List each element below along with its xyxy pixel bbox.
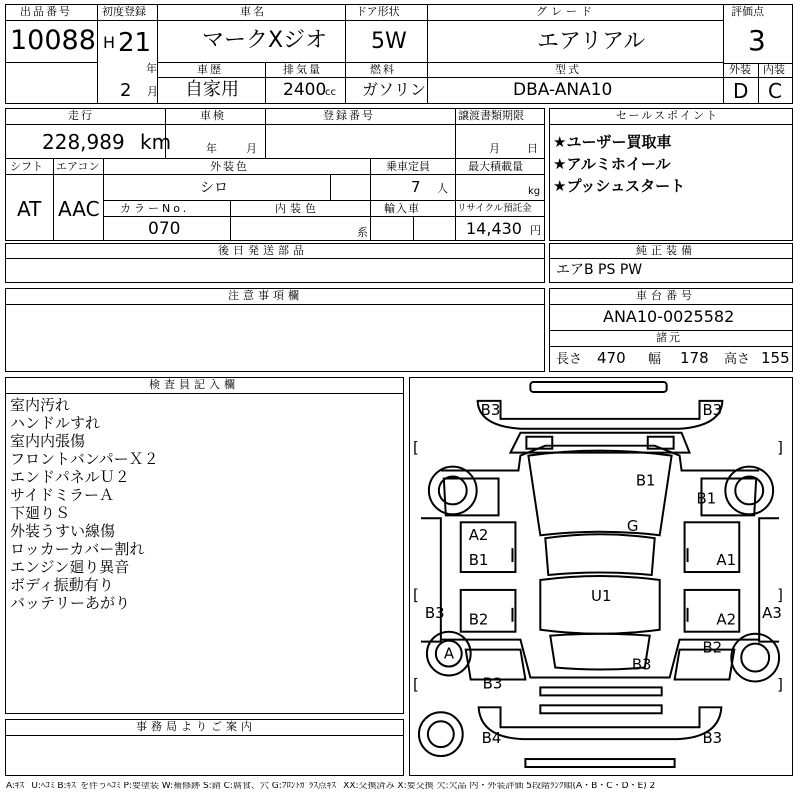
colorno: 070 xyxy=(148,219,181,239)
capacity-unit: 人 xyxy=(437,182,448,195)
year-unit: 年 xyxy=(146,62,157,75)
history: 自家用 xyxy=(185,79,239,100)
model-label: 型式 xyxy=(555,63,581,76)
damage-mark: B4 xyxy=(481,729,502,748)
damage-mark: A2 xyxy=(468,526,489,545)
damage-diagram-box xyxy=(409,377,793,776)
inspection-year-unit: 年 xyxy=(206,142,217,155)
load-label: 最大積載量 xyxy=(468,160,523,173)
damage-mark: B3 xyxy=(702,400,723,419)
inspector-label: 検査員記入欄 xyxy=(149,378,239,391)
import-label: 輸入車 xyxy=(384,202,420,215)
regno-label: 登録番号 xyxy=(323,109,375,122)
list-item: ★アルミホイール xyxy=(553,155,671,173)
damage-mark: U1 xyxy=(591,586,612,605)
height: 155 xyxy=(761,349,790,367)
first-reg-label: 初度登録 xyxy=(102,5,146,18)
era: H xyxy=(103,33,116,52)
displacement-label: 排気量 xyxy=(283,63,322,76)
legend: A:ｷｽﾞ U:ﾍｺﾐ B:ｷｽﾞを伴うﾍｺﾐ P:要塗装 W:補修跡 S:錆 C:腐食、穴 G:ﾌﾛﾝﾄｶﾞﾗｽ点ｷｽﾞ XX:交換済み X:要交換 欠:欠品 内・外装評価 5段階ﾗﾝｸ順(A・B・C・D・E) 2 xyxy=(6,782,656,791)
mileage-unit: km xyxy=(140,130,172,154)
exterior-grade: D xyxy=(733,79,749,103)
damage-mark: B2 xyxy=(468,610,489,629)
list-item: サイドミラーＡ xyxy=(10,486,114,504)
length: 470 xyxy=(597,349,626,367)
inspection-month-unit: 月 xyxy=(246,142,257,155)
list-item: エンジン廻り異音 xyxy=(10,558,130,576)
car-name: マークXジオ xyxy=(202,28,328,53)
inspection-label: 車検 xyxy=(200,109,226,122)
fuel-label: 燃料 xyxy=(370,63,396,76)
recycle-amount: 14,430 xyxy=(466,219,522,238)
fuel: ガソリン xyxy=(362,80,427,99)
score: 3 xyxy=(748,24,766,57)
exterior-label: 外装 xyxy=(729,63,751,76)
list-item: 下廻りＳ xyxy=(10,504,71,522)
chassis-label: 車台番号 xyxy=(636,289,696,302)
lot-number: 10088 xyxy=(10,25,96,56)
damage-mark: B3 xyxy=(482,674,503,693)
mileage: 228,989 xyxy=(42,130,125,154)
door-label: ドア形状 xyxy=(356,5,400,18)
ac-label: エアコン xyxy=(56,160,100,173)
load-unit: kg xyxy=(528,186,541,197)
list-item: ロッカーカバー割れ xyxy=(10,540,145,558)
grade: エアリアル xyxy=(537,29,646,54)
list-item: フロントバンパーＸ２ xyxy=(10,450,159,468)
office-label: 事務局よりご案内 xyxy=(136,720,256,733)
damage-mark: B3 xyxy=(702,729,723,748)
history-label: 車歴 xyxy=(197,63,223,76)
list-item: ハンドルすれ xyxy=(10,414,101,432)
interior-color-unit: 系 xyxy=(357,226,368,239)
bracket-mid-left: [ xyxy=(412,585,419,604)
interior-label: 内装 xyxy=(763,63,785,76)
damage-mark: B1 xyxy=(468,551,489,570)
damage-mark: G xyxy=(626,517,639,536)
damage-mark: B1 xyxy=(696,489,717,508)
later-parts-label: 後日発送部品 xyxy=(218,244,308,257)
ac: AAC xyxy=(58,197,100,221)
damage-mark: B1 xyxy=(635,471,656,490)
list-item: エンドパネルＵ２ xyxy=(10,468,130,486)
list-item: ★プッシュスタート xyxy=(553,177,686,195)
sales-point-list xyxy=(553,131,685,197)
car-damage-diagram xyxy=(410,378,792,775)
notes-label: 注意事項欄 xyxy=(228,289,303,302)
height-label: 高さ xyxy=(724,352,751,367)
bracket-mid-right: ] xyxy=(777,585,783,604)
color: シロ xyxy=(200,180,228,196)
transfer-month-unit: 月 xyxy=(489,142,500,155)
transfer-day-unit: 日 xyxy=(527,142,538,155)
damage-mark: B3 xyxy=(480,400,501,419)
lot-label: 出品番号 xyxy=(20,5,72,18)
shift: AT xyxy=(17,197,42,221)
capacity-label: 乗車定員 xyxy=(386,160,430,173)
bracket-rear-right: ] xyxy=(777,675,783,694)
displacement: 2400 xyxy=(283,80,327,100)
list-item: バッテリーあがり xyxy=(10,594,131,612)
shift-label: シフト xyxy=(10,160,43,173)
transfer-label: 譲渡書類期限 xyxy=(458,109,524,122)
damage-mark: B3 xyxy=(424,603,445,622)
score-label: 評価点 xyxy=(731,5,764,18)
damage-mark: A xyxy=(443,644,455,663)
damage-mark: A1 xyxy=(716,551,737,570)
capacity: 7 xyxy=(411,178,421,196)
inspector-list xyxy=(10,396,159,612)
damage-mark: B3 xyxy=(631,655,652,674)
list-item: ★ユーザー買取車 xyxy=(553,133,672,151)
bracket-front-left: [ xyxy=(412,438,419,457)
door-type: 5W xyxy=(371,29,407,54)
model: DBA-ANA10 xyxy=(513,80,613,100)
specs-label: 諸元 xyxy=(656,331,682,344)
list-item: 室内汚れ xyxy=(10,396,71,414)
recycle-unit: 円 xyxy=(530,224,541,237)
sales-point-label: セールスポイント xyxy=(616,109,720,122)
chassis-number: ANA10-0025582 xyxy=(603,307,735,326)
first-reg-month: 2 xyxy=(120,80,132,101)
interior-grade: C xyxy=(768,79,782,103)
car-name-label: 車名 xyxy=(240,5,266,18)
bracket-front-right: ] xyxy=(777,438,783,457)
list-item: 室内内張傷 xyxy=(10,432,86,450)
list-item: ボディ振動有り xyxy=(10,576,114,594)
damage-mark: A2 xyxy=(716,610,737,629)
month-unit: 月 xyxy=(147,85,158,98)
bracket-rear-left: [ xyxy=(412,675,419,694)
interior-color-label: 内装色 xyxy=(275,202,320,215)
grade-label: グレード xyxy=(536,5,596,18)
width: 178 xyxy=(680,349,709,367)
damage-mark: A3 xyxy=(762,603,782,622)
displacement-unit: cc xyxy=(325,87,336,98)
equipment-label: 純正装備 xyxy=(636,244,696,257)
mileage-label: 走行 xyxy=(68,109,94,122)
length-label: 長さ xyxy=(556,352,583,367)
list-item: 外装うすい線傷 xyxy=(10,522,116,540)
damage-mark: B2 xyxy=(702,638,723,657)
recycle-label: リサイクル預託金 xyxy=(457,203,532,214)
colorno-label: カラーNo. xyxy=(120,202,190,215)
color-label: 外装色 xyxy=(210,160,249,173)
equipment: エアB PS PW xyxy=(556,262,643,278)
width-label: 幅 xyxy=(648,352,662,367)
first-reg-year: 21 xyxy=(118,28,152,58)
